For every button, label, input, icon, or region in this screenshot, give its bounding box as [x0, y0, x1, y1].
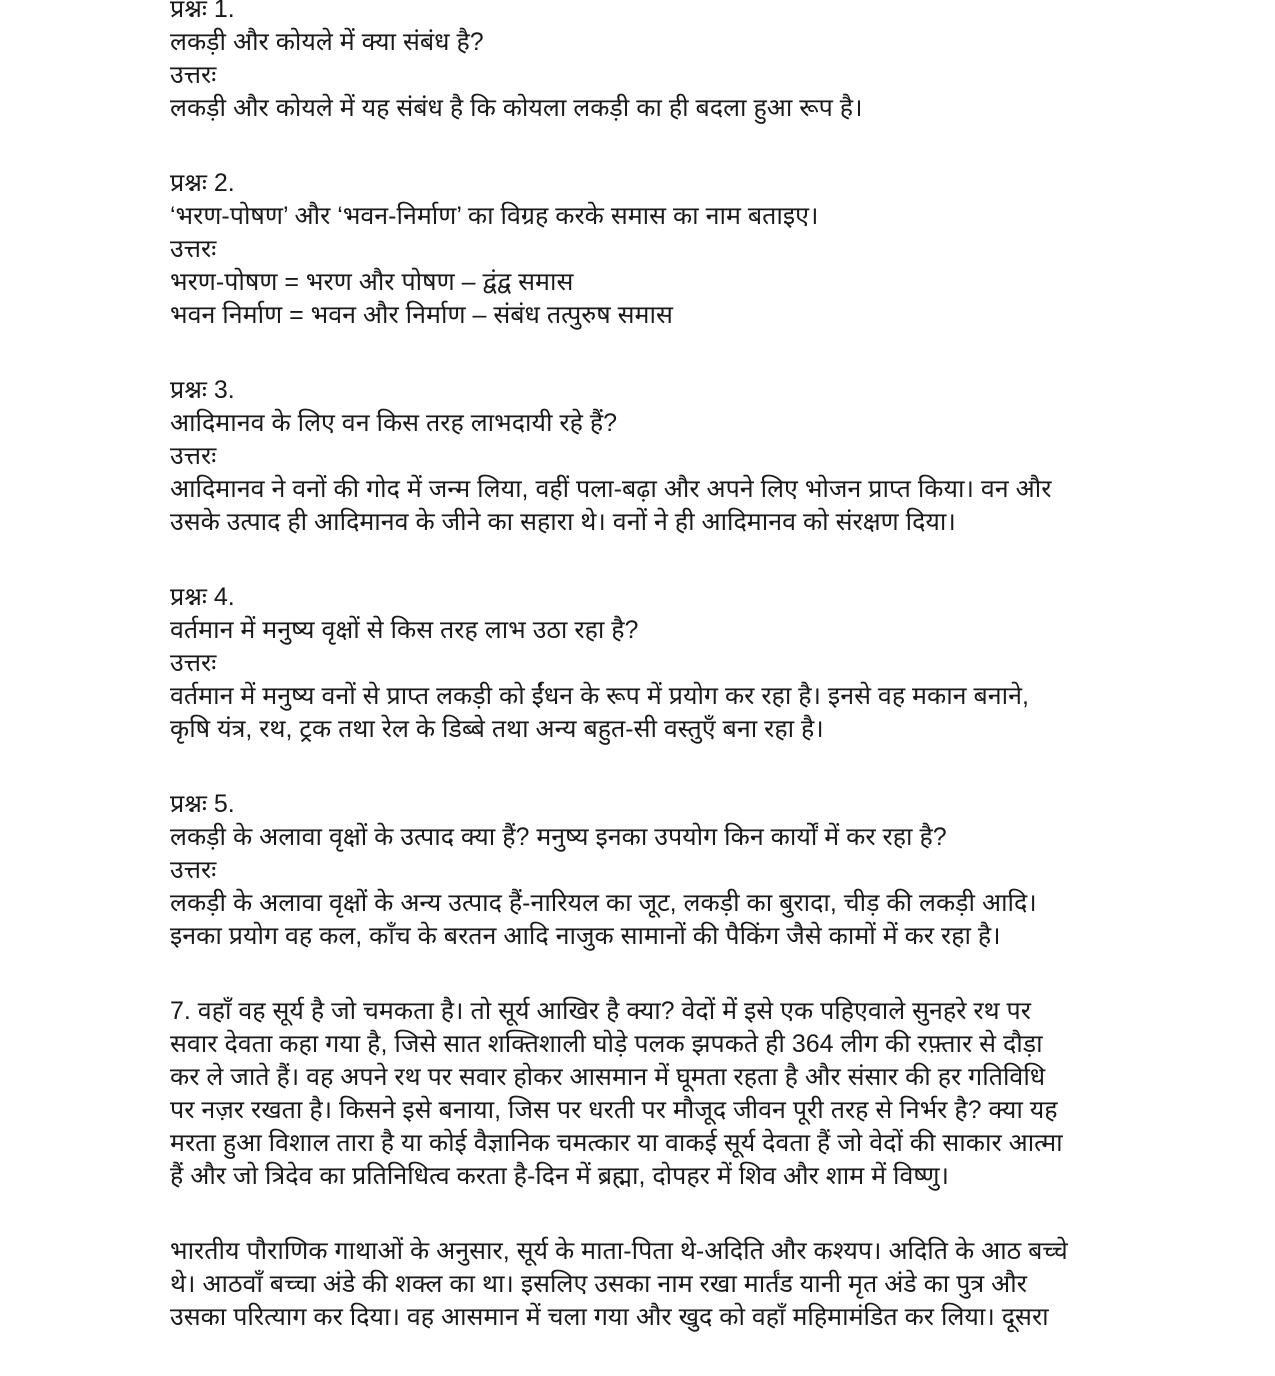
text-line: उत्तरः — [170, 649, 217, 677]
text-line: कृषि यंत्र, रथ, ट्रक तथा रेल के डिब्बे तथा अन्य बहुत-सी वस्तुएँ बना रहा है। — [170, 715, 824, 743]
text-line: वर्तमान में मनुष्य वृक्षों से किस तरह लाभ उठा रहा है? — [170, 616, 639, 644]
text-line: प्रश्नः 2. — [170, 169, 235, 197]
text-line: लकड़ी और कोयले में क्या संबंध है? — [170, 28, 484, 56]
text-line: भारतीय पौराणिक गाथाओं के अनुसार, सूर्य के माता-पिता थे-अदिति और कश्यप। अदिति के आठ बच्चे — [170, 1237, 1068, 1265]
question-answer-block — [170, 167, 1170, 332]
paragraph — [170, 1235, 1170, 1334]
question-answer-block — [170, 581, 1170, 746]
text-line: हैं और जो त्रिदेव का प्रतिनिधित्व करता है-दिन में ब्रह्मा, दोपहर में शिव और शाम में विष्णु। — [170, 1162, 950, 1190]
text-line: उत्तरः — [170, 61, 217, 89]
text-line: उत्तरः — [170, 235, 217, 263]
document-body — [170, 0, 1170, 1376]
text-line: उसके उत्पाद ही आदिमानव के जीने का सहारा थे। वनों ने ही आदिमानव को संरक्षण दिया। — [170, 508, 956, 536]
text-line: लकड़ी के अलावा वृक्षों के उत्पाद क्या हैं? मनुष्य इनका उपयोग किन कार्यों में कर रहा है? — [170, 823, 947, 851]
text-line: 7. वहाँ वह सूर्य है जो चमकता है। तो सूर्य आखिर है क्या? वेदों में इसे एक पहिएवाले सुनहरे रथ पर — [170, 997, 1031, 1025]
question-answer-block — [170, 788, 1170, 953]
text-line: उत्तरः — [170, 442, 217, 470]
text-line: सवार देवता कहा गया है, जिसे सात शक्तिशाली घोड़े पलक झपकते ही 364 लीग की रफ़्तार से दौड़ा — [170, 1030, 1043, 1058]
text-line: वर्तमान में मनुष्य वनों से प्राप्त लकड़ी को ईंधन के रूप में प्रयोग कर रहा है। इनसे वह मकान बनाने, — [170, 682, 1029, 710]
text-line: ‘भरण-पोषण’ और ‘भवन-निर्माण’ का विग्रह करके समास का नाम बताइए। — [170, 202, 819, 230]
text-line: थे। आठवाँ बच्चा अंडे की शक्ल का था। इसलिए उसका नाम रखा मार्तंड यानी मृत अंडे का पुत्र और — [170, 1270, 1027, 1298]
text-line: पर नज़र रखता है। किसने इसे बनाया, जिस पर धरती पर मौजूद जीवन पूरी तरह से निर्भर है? क्या यह — [170, 1096, 1058, 1124]
text-line: इनका प्रयोग वह कल, काँच के बरतन आदि नाजुक सामानों की पैकिंग जैसे कामों में कर रहा है। — [170, 922, 1001, 950]
paragraph — [170, 995, 1170, 1193]
text-line: प्रश्नः 1. — [170, 0, 235, 23]
text-line: उत्तरः — [170, 856, 217, 884]
text-line: आदिमानव के लिए वन किस तरह लाभदायी रहे हैं? — [170, 409, 618, 437]
question-answer-block — [170, 374, 1170, 539]
text-line: लकड़ी के अलावा वृक्षों के अन्य उत्पाद हैं-नारियल का जूट, लकड़ी का बुरादा, चीड़ की लकड़ी आदि। — [170, 889, 1037, 917]
text-line: भवन निर्माण = भवन और निर्माण – संबंध तत्पुरुष समास — [170, 301, 673, 329]
text-line: प्रश्नः 4. — [170, 583, 235, 611]
text-line: मरता हुआ विशाल तारा है या कोई वैज्ञानिक चमत्कार या वाकई सूर्य देवता हैं जो वेदों की साकार आत्मा — [170, 1129, 1063, 1157]
text-line: भरण-पोषण = भरण और पोषण – द्वंद्व समास — [170, 268, 574, 296]
text-line: कर ले जाते हैं। वह अपने रथ पर सवार होकर आसमान में घूमता रहता है और संसार की हर गतिविधि — [170, 1063, 1046, 1091]
text-line: प्रश्नः 5. — [170, 790, 235, 818]
question-answer-block — [170, 0, 1170, 125]
text-line: प्रश्नः 3. — [170, 376, 235, 404]
text-line: उसका परित्याग कर दिया। वह आसमान में चला गया और खुद को वहाँ महिमामंडित कर लिया। दूसरा — [170, 1303, 1049, 1331]
text-line: लकड़ी और कोयले में यह संबंध है कि कोयला लकड़ी का ही बदला हुआ रूप है। — [170, 94, 863, 122]
text-line: आदिमानव ने वनों की गोद में जन्म लिया, वहीं पला-बढ़ा और अपने लिए भोजन प्राप्त किया। वन और — [170, 475, 1052, 503]
